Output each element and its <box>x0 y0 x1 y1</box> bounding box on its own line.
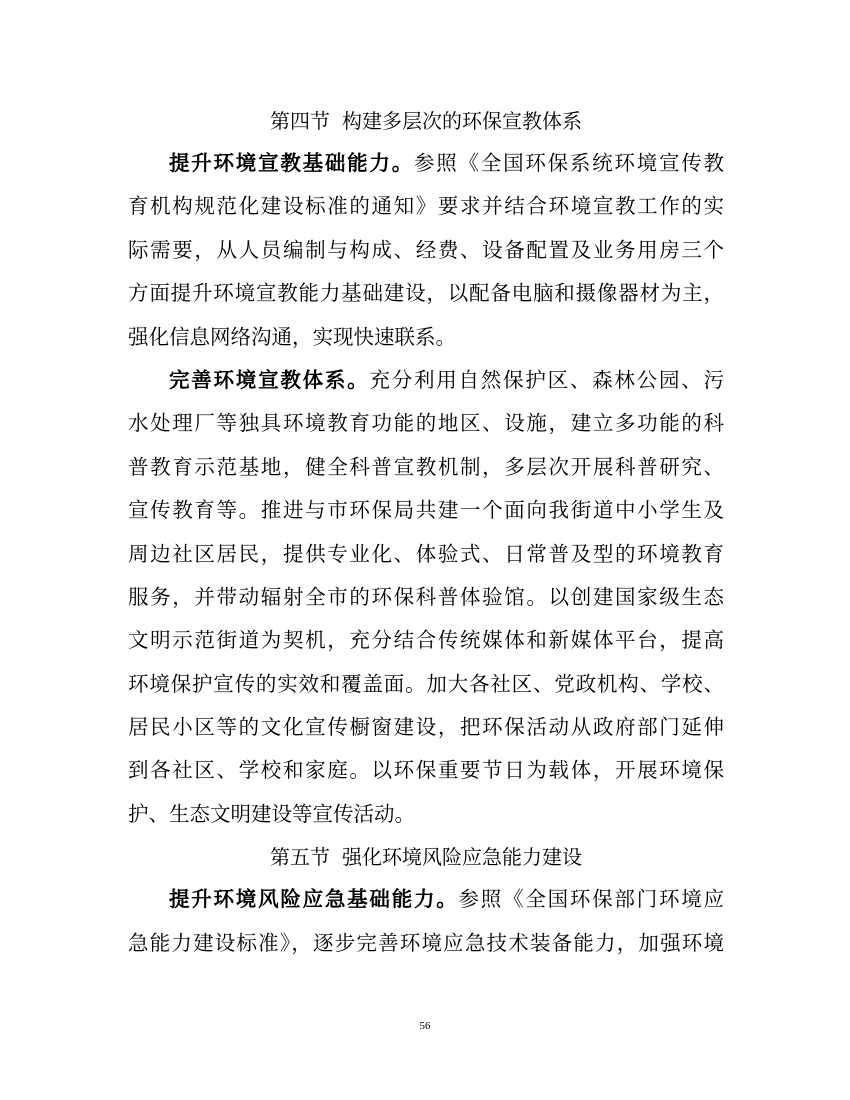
paragraph-lead: 完善环境宣教体系。 <box>169 367 370 392</box>
paragraph-line: 护、生态文明建设等宣传活动。 <box>128 801 415 826</box>
paragraph-line: 环境保护宣传的实效和覆盖面。加大各社区、党政机构、学校、 <box>128 671 724 696</box>
paragraph-line: 服务，并带动辐射全市的环保科普体验馆。以创建国家级生态 <box>128 584 724 609</box>
paragraph-line: 水处理厂等独具环境教育功能的地区、设施，建立多功能的科 <box>128 411 724 436</box>
paragraph-line: 周边社区居民，提供专业化、体验式、日常普及型的环境教育 <box>128 541 724 566</box>
section-title-4 <box>128 100 724 142</box>
section-heading-text: 强化环境风险应急能力建设 <box>342 845 582 870</box>
section-heading-text: 构建多层次的环保宣教体系 <box>342 109 582 133</box>
paragraph-lead: 提升环境风险应急基础能力。 <box>169 887 459 912</box>
paragraph-line: 居民小区等的文化宣传橱窗建设，把环保活动从政府部门延伸 <box>128 715 724 740</box>
paragraph-line: 到各社区、学校和家庭。以环保重要节日为载体，开展环境保 <box>128 758 724 783</box>
paragraph-line: 普教育示范基地，健全科普宣教机制，多层次开展科普研究、 <box>128 454 724 479</box>
section-number: 第五节 <box>270 845 330 870</box>
document-page <box>128 100 724 965</box>
paragraph-line: 育机构规范化建设标准的通知》要求并结合环境宣教工作的实 <box>128 194 724 219</box>
section-title-5 <box>128 836 724 878</box>
paragraph-line: 文明示范街道为契机，充分结合传统媒体和新媒体平台，提高 <box>128 628 724 653</box>
paragraph-risk-emergency-capacity <box>128 878 724 965</box>
paragraph-line <box>128 359 724 402</box>
line-text: 充分利用自然保护区、森林公园、污 <box>369 367 724 392</box>
paragraph-line: 宣传教育等。推进与市环保局共建一个面向我街道中小学生及 <box>128 498 724 523</box>
paragraph-line: 方面提升环境宣教能力基础建设，以配备电脑和摄像器材为主， <box>128 281 724 306</box>
line-text: 参照《全国环保部门环境应 <box>458 887 724 912</box>
paragraph-education-capacity <box>128 142 724 359</box>
paragraph-line <box>128 878 724 921</box>
paragraph-line: 急能力建设标准》，逐步完善环境应急技术装备能力，加强环境 <box>128 930 724 955</box>
page-number: 56 <box>419 1020 431 1032</box>
line-text: 参照《全国环保系统环境宣传教 <box>413 151 724 175</box>
section-number: 第四节 <box>270 109 330 133</box>
paragraph-line: 际需要，从人员编制与构成、经费、设备配置及业务用房三个 <box>128 237 724 262</box>
paragraph-education-system <box>128 359 724 836</box>
paragraph-line: 强化信息网络沟通，实现快速联系。 <box>128 324 456 349</box>
paragraph-lead: 提升环境宣教基础能力。 <box>169 151 414 175</box>
paragraph-line <box>128 142 724 185</box>
